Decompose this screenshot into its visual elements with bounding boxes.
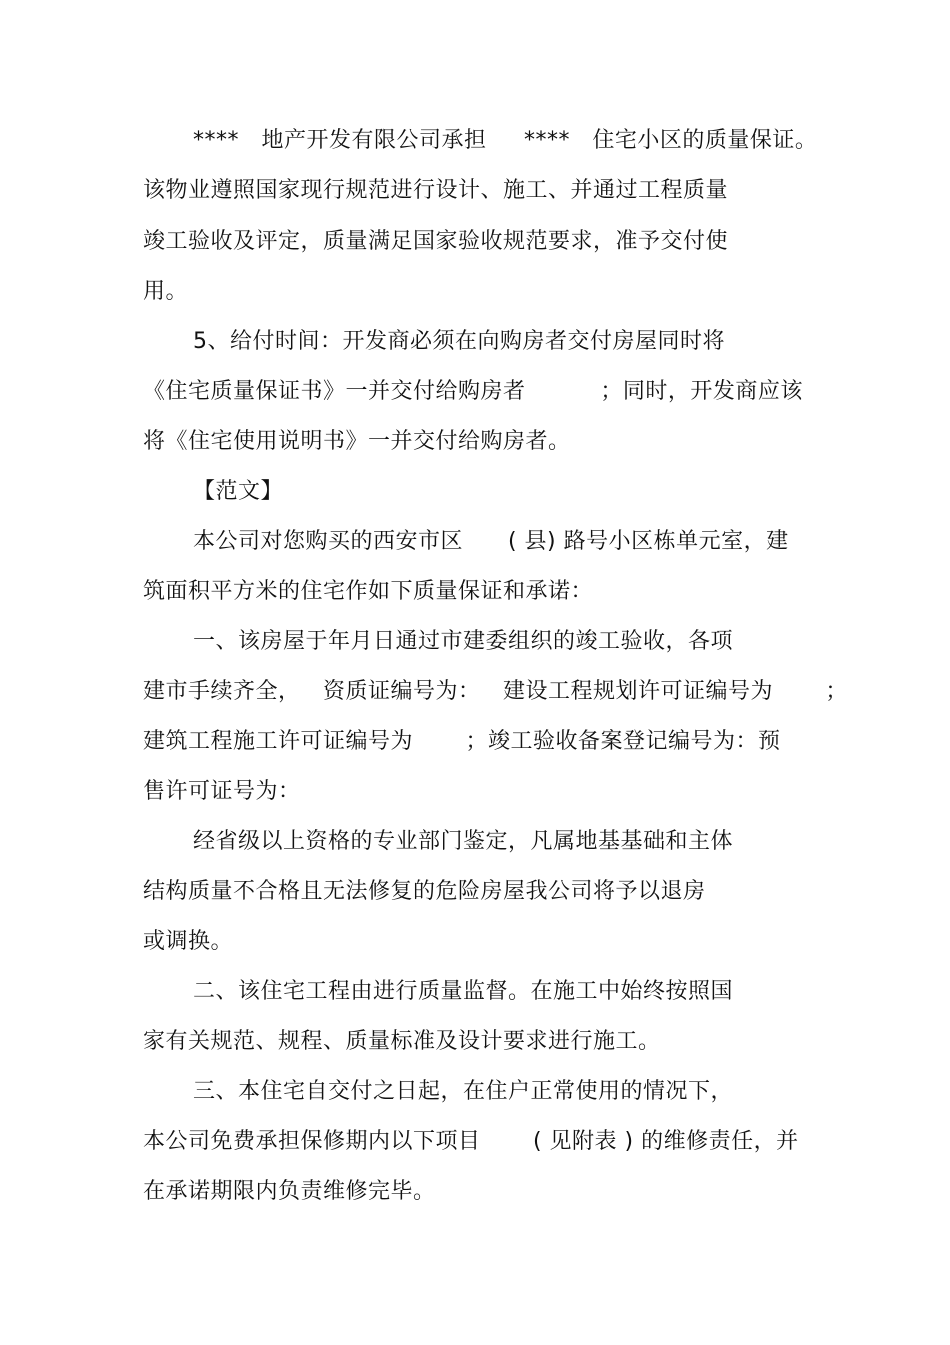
text-line: 建市手续齐全， 资质证编号为： 建设工程规划许可证编号为 ；: [143, 679, 848, 704]
text-line: 该物业遵照国家现行规范进行设计、施工、并通过工程质量: [143, 178, 729, 203]
text-line: 在承诺期限内负责维修完毕。: [143, 1179, 436, 1204]
text-line: 《住宅质量保证书》一并交付给购房者 ；同时，开发商应该: [143, 379, 803, 404]
text-line: 本公司对您购买的西安市区 ( 县) 路号小区栋单元室，建: [193, 529, 789, 554]
text-line: 或调换。: [143, 929, 234, 954]
text-line: 三、本住宅自交付之日起，在住户正常使用的情况下，: [193, 1079, 734, 1104]
text-line: 一、该房屋于年月日通过市建委组织的竣工验收，各项: [193, 629, 734, 654]
text-line: 5、给付时间：开发商必须在向购房者交付房屋同时将: [193, 329, 725, 354]
text-line: 建筑工程施工许可证编号为 ；竣工验收备案登记编号为：预: [143, 729, 781, 754]
text-line: 经省级以上资格的专业部门鉴定，凡属地基基础和主体: [193, 829, 734, 854]
text-line: 家有关规范、规程、质量标准及设计要求进行施工。: [143, 1029, 661, 1054]
text-line: 本公司免费承担保修期内以下项目 ( 见附表 ) 的维修责任，并: [143, 1129, 799, 1154]
text-line: 结构质量不合格且无法修复的危险房屋我公司将予以退房: [143, 879, 706, 904]
text-line: 二、该住宅工程由进行质量监督。在施工中始终按照国: [193, 979, 734, 1004]
text-line: 竣工验收及评定，质量满足国家验收规范要求，准予交付使: [143, 229, 729, 254]
text-line: 售许可证号为：: [143, 779, 301, 804]
text-line: 将《住宅使用说明书》一并交付给购房者。: [143, 429, 571, 454]
section-heading: 【范文】: [193, 479, 284, 504]
text-line: **** 地产开发有限公司承担 **** 住宅小区的质量保证。: [193, 128, 818, 153]
text-line: 筑面积平方米的住宅作如下质量保证和承诺：: [143, 579, 594, 604]
text-line: 用。: [143, 279, 189, 304]
